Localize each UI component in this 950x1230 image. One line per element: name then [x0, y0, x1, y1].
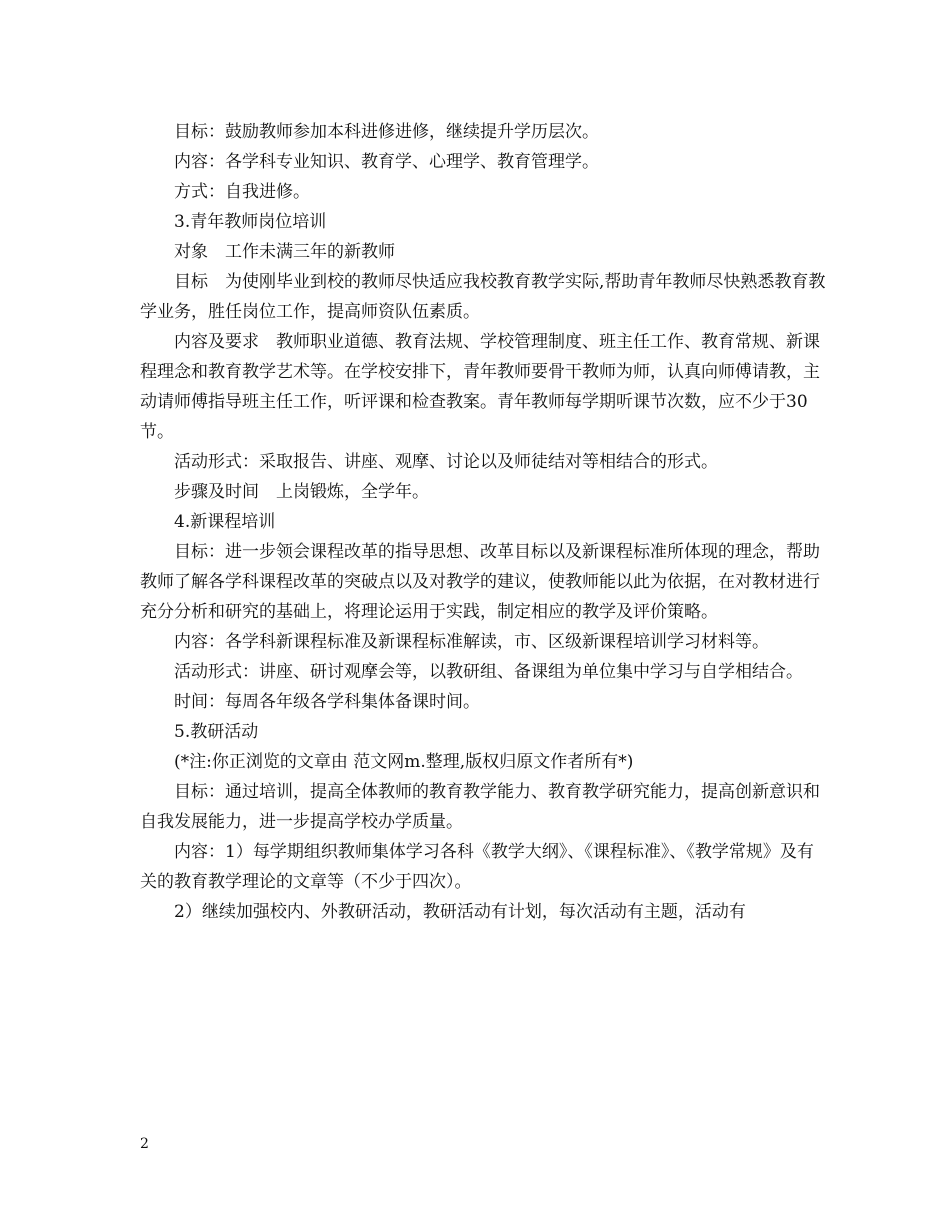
- paragraph: 活动形式：采取报告、讲座、观摩、讨论以及师徒结对等相结合的形式。: [174, 452, 718, 472]
- section-heading: 3.青年教师岗位培训: [174, 212, 327, 232]
- paragraph: 步骤及时间 上岗锻炼，全学年。: [174, 482, 429, 502]
- paragraph: 内容：各学科专业知识、教育学、心理学、教育管理学。: [174, 152, 599, 172]
- document-body: [140, 117, 830, 927]
- paragraph: 目标：鼓励教师参加本科进修进修，继续提升学历层次。: [174, 122, 599, 142]
- source-note: (*注:你正浏览的文章由 范文网m.整理,版权归原文作者所有*): [174, 752, 634, 772]
- paragraph: 内容：各学科新课程标准及新课程标准解读，市、区级新课程培训学习材料等。: [174, 632, 769, 652]
- paragraph: 内容：1）每学期组织教师集体学习各科《教学大纲》、《课程标准》、《教学常规》及有关的教育教学理论的文章等（不少于四次）。: [140, 842, 814, 892]
- paragraph: 对象 工作未满三年的新教师: [174, 242, 395, 262]
- paragraph: 活动形式：讲座、研讨观摩会等，以教研组、备课组为单位集中学习与自学相结合。: [174, 662, 803, 682]
- paragraph: 内容及要求 教师职业道德、教育法规、学校管理制度、班主任工作、教育常规、新课程理念和教育教学艺术等。在学校安排下，青年教师要骨干教师为师，认真向师傅请教，主动请师傅指导班主任工作，听评课和检查教案。青年教师每学期听课节次数，应不少于30节。: [140, 332, 820, 442]
- paragraph: 目标：进一步领会课程改革的指导思想、改革目标以及新课程标准所体现的理念，帮助教师了解各学科课程改革的突破点以及对教学的建议，使教师能以此为依据，在对教材进行充分分析和研究的基础上，将理论运用于实践，制定相应的教学及评价策略。: [140, 542, 820, 622]
- paragraph: 目标 为使刚毕业到校的教师尽快适应我校教育教学实际,帮助青年教师尽快熟悉教育教学业务，胜任岗位工作，提高师资队伍素质。: [140, 272, 826, 322]
- paragraph: 时间：每周各年级各学科集体备课时间。: [174, 692, 480, 712]
- paragraph: 方式：自我进修。: [174, 182, 310, 202]
- paragraph: 2）继续加强校内、外教研活动，教研活动有计划，每次活动有主题，活动有: [174, 902, 746, 922]
- paragraph: 目标：通过培训，提高全体教师的教育教学能力、教育教学研究能力，提高创新意识和自我发展能力，进一步提高学校办学质量。: [140, 782, 820, 832]
- section-heading: 5.教研活动: [174, 722, 259, 742]
- page-number: 2: [140, 1136, 149, 1152]
- section-heading: 4.新课程培训: [174, 512, 276, 532]
